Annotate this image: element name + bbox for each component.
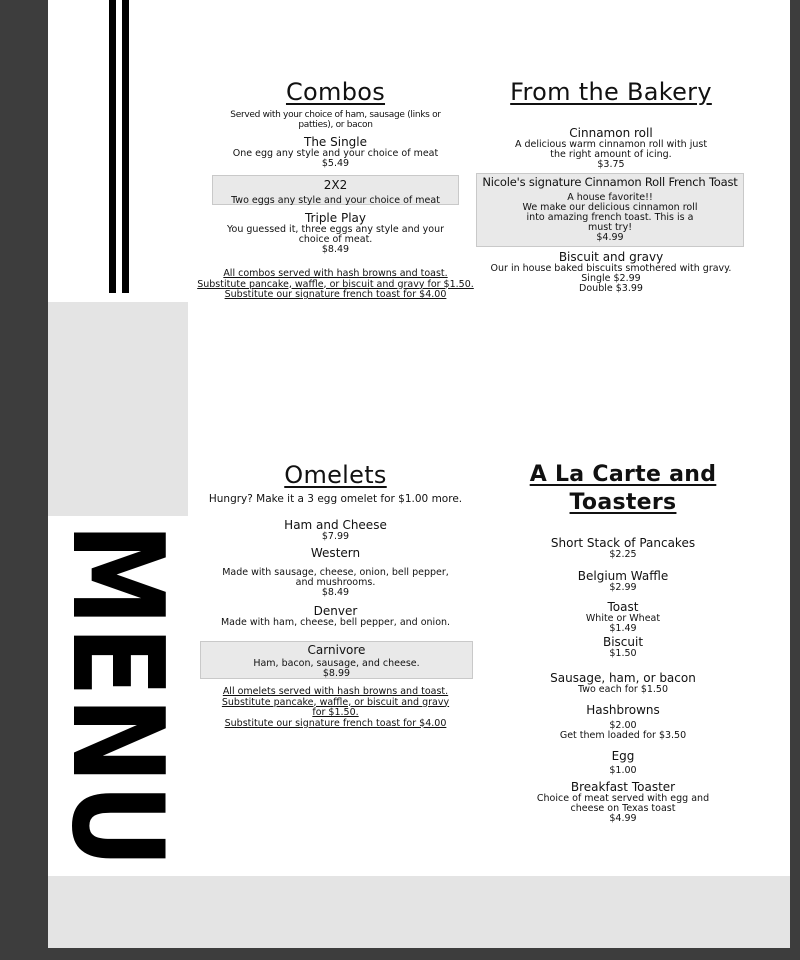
item-desc: Choice of meat served with egg and cheese on Texas toast: [536, 793, 710, 814]
item-name: Toast: [607, 600, 639, 614]
omelet-item-ham-cheese: [198, 518, 473, 542]
menu-page: [44, 0, 790, 948]
item-name: Nicole's signature Cinnamon Roll French Toast: [482, 175, 738, 189]
item-price-double: Double $3.99: [579, 283, 643, 294]
item-price: $2.99: [609, 582, 637, 593]
item-price: $1.50: [609, 648, 637, 659]
combo-item-single: [193, 135, 478, 169]
item-price: $1.49: [609, 623, 637, 634]
item-name: Triple Play: [304, 211, 366, 225]
footer-line: Substitute pancake, waffle, or biscuit and gravy for $1.50.: [221, 696, 450, 718]
item-desc: Made with sausage, cheese, onion, bell pepper, and mushrooms.: [222, 567, 449, 588]
item-desc: A house favorite!!: [567, 192, 653, 203]
alacarte-section: [473, 461, 773, 824]
item-desc: Two eggs any style and your choice of meat: [231, 195, 440, 206]
vertical-rule-left: [109, 0, 116, 293]
item-price: $8.99: [322, 668, 351, 679]
vertical-rule-right: [122, 0, 129, 293]
combos-intro: Served with your choice of ham, sausage (links or patties), or bacon: [230, 110, 441, 130]
item-price: $2.00: [609, 720, 637, 731]
bakery-item-french-toast: [476, 173, 744, 247]
bakery-section: [476, 78, 746, 294]
item-name: The Single: [303, 135, 368, 149]
item-desc: Made with ham, cheese, bell pepper, and onion.: [220, 617, 451, 628]
item-name: Denver: [313, 604, 358, 618]
item-price-single: Single $2.99: [581, 273, 641, 284]
item-desc: White or Wheat: [585, 613, 661, 624]
alacarte-title: A La Carte and Toasters: [529, 462, 717, 515]
vertical-menu-title: [44, 523, 191, 943]
alacarte-item-toaster: [473, 780, 773, 824]
item-price: $2.25: [609, 549, 637, 560]
alacarte-item-egg: [473, 749, 773, 776]
item-name: Short Stack of Pancakes: [550, 536, 696, 550]
combos-section: [193, 78, 478, 301]
alacarte-item-waffle: [473, 569, 773, 593]
omelets-title: Omelets: [284, 461, 387, 489]
grey-side-panel: [48, 302, 188, 516]
item-name: Belgium Waffle: [577, 569, 669, 583]
item-price: $8.49: [321, 244, 350, 255]
footer-line: Substitute our signature french toast for $4.00: [224, 289, 447, 300]
item-desc: One egg any style and your choice of meat: [232, 148, 439, 159]
omelet-item-carnivore: [200, 641, 473, 679]
footer-line: Substitute our signature french toast for $4.00: [224, 717, 447, 729]
item-name: Biscuit: [602, 635, 644, 649]
omelet-item-western: [198, 546, 473, 598]
bakery-title: From the Bakery: [510, 78, 712, 106]
item-name: 2X2: [323, 178, 348, 192]
item-name: Hashbrowns: [586, 703, 660, 717]
item-desc: Two each for $1.50: [577, 684, 669, 695]
omelets-intro: Hungry? Make it a 3 egg omelet for $1.00 more.: [208, 493, 463, 505]
item-name: Western: [310, 546, 361, 560]
item-price: $8.49: [321, 587, 350, 598]
item-name: Breakfast Toaster: [570, 780, 676, 794]
item-name: Biscuit and gravy: [558, 250, 664, 264]
combo-item-triple: [193, 211, 478, 255]
item-desc: A delicious warm cinnamon roll with just the right amount of icing.: [514, 139, 708, 160]
item-desc: We make our delicious cinnamon roll into amazing french toast. This is a must try!: [522, 202, 698, 233]
combos-title: Combos: [285, 78, 386, 106]
alacarte-item-meat: [473, 671, 773, 695]
vertical-menu-text: MENU: [44, 523, 191, 943]
alacarte-item-hashbrowns: [473, 703, 773, 741]
omelets-footer: [198, 687, 473, 729]
combos-footer: [193, 269, 478, 301]
item-price: $4.99: [609, 813, 637, 824]
item-name: Ham and Cheese: [284, 518, 387, 532]
alacarte-item-biscuit: [473, 635, 773, 659]
alacarte-item-toast: [473, 600, 773, 634]
combo-item-2x2: [212, 175, 459, 205]
item-desc: You guessed it, three eggs any style and your choice of meat.: [226, 224, 445, 245]
item-price: $3.75: [597, 159, 625, 170]
item-desc: Get them loaded for $3.50: [559, 730, 687, 741]
grey-bottom-band: [48, 876, 790, 948]
item-price: $1.00: [609, 765, 637, 776]
item-name: Carnivore: [307, 643, 366, 657]
item-price: $7.99: [321, 531, 350, 542]
footer-line: All combos served with hash browns and toast.: [223, 268, 448, 279]
bakery-item-cinnamon-roll: [476, 126, 746, 170]
item-desc: Our in house baked biscuits smothered with gravy.: [490, 263, 732, 274]
item-desc: Ham, bacon, sausage, and cheese.: [253, 658, 420, 669]
footer-line: All omelets served with hash browns and toast.: [222, 686, 449, 697]
item-price: $4.99: [596, 232, 624, 243]
item-price: $5.49: [321, 158, 350, 169]
alacarte-item-short-stack: [473, 536, 773, 560]
bakery-item-biscuit-gravy: [476, 250, 746, 294]
omelet-item-denver: [198, 604, 473, 628]
item-name: Cinnamon roll: [569, 126, 653, 140]
item-name: Egg: [611, 749, 635, 763]
omelets-section: [198, 461, 473, 729]
item-name: Sausage, ham, or bacon: [550, 671, 696, 685]
footer-line: Substitute pancake, waffle, or biscuit and gravy for $1.50.: [197, 278, 474, 290]
